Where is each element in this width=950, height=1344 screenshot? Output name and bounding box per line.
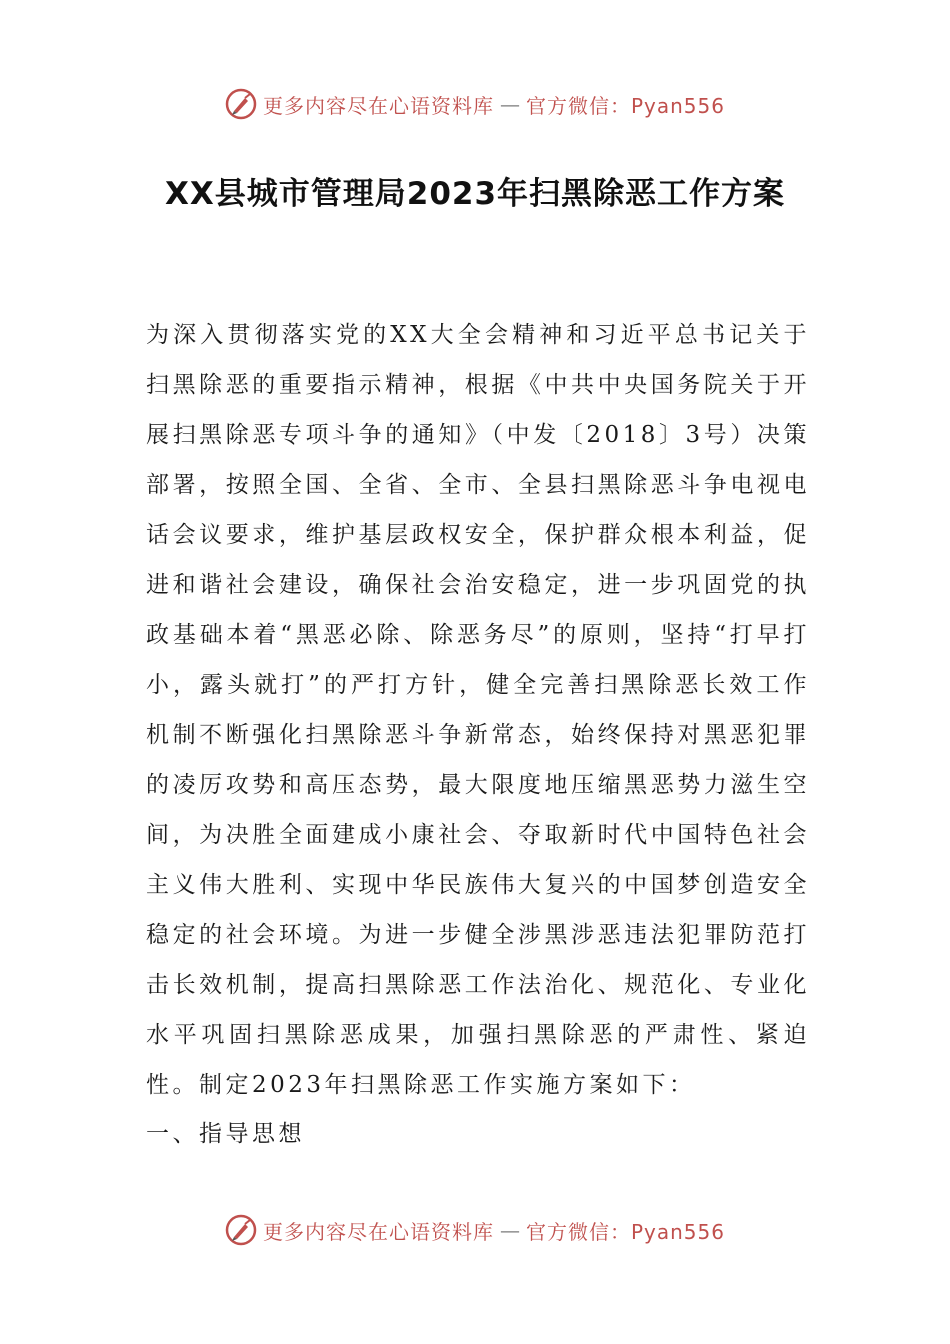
watermark-footer xyxy=(0,1210,950,1250)
watermark-text: 更多内容尽在心语资料库 xyxy=(262,93,494,118)
body-paragraph: 为深入贯彻落实党的XX大全会精神和习近平总书记关于扫黑除恶的重要指示精神，根据《中共中央国务院关于开展扫黑除恶专项斗争的通知》（中发〔2018〕3号）决策部署，按照全国、全省、全市、全县扫黑除恶斗争电视电话会议要求，维护基层政权安全，保护群众根本利益，促进和谐社会建设，确保社会治安稳定，进一步巩固党的执政基础本着“黑恶必除、除恶务尽”的原则，坚持“打早打小，露头就打”的严打方针，健全完善扫黑除恶长效工作机制不断强化扫黑除恶斗争新常态，始终保持对黑恶犯罪的凌厉攻势和高压态势，最大限度地压缩黑恶势力滋生空间，为决胜全面建成小康社会、夺取新时代中国特色社会主义伟大胜利、实现中华民族伟大复兴的中国梦创造安全稳定的社会环境。为进一步健全涉黑涉恶违法犯罪防范打击长效机制，提高扫黑除恶工作法治化、规范化、专业化水平巩固扫黑除恶成果，加强扫黑除恶的严肃性、紧迫性。制定2023年扫黑除恶工作实施方案如下： xyxy=(146,322,810,1098)
watermark-text: 更多内容尽在心语资料库 xyxy=(262,1219,494,1244)
watermark-dash: — xyxy=(499,92,520,116)
pen-nib-icon xyxy=(225,1214,257,1246)
pen-nib-icon xyxy=(225,88,257,120)
watermark-dash: — xyxy=(499,1218,520,1242)
document-title: XX县城市管理局2023年扫黑除恶工作方案 xyxy=(164,176,786,212)
section-heading: 一、指导思想 xyxy=(146,1121,305,1147)
watermark-header xyxy=(0,84,950,124)
watermark-contact: 官方微信：Pyan556 xyxy=(525,93,725,118)
watermark-contact: 官方微信：Pyan556 xyxy=(525,1219,725,1244)
